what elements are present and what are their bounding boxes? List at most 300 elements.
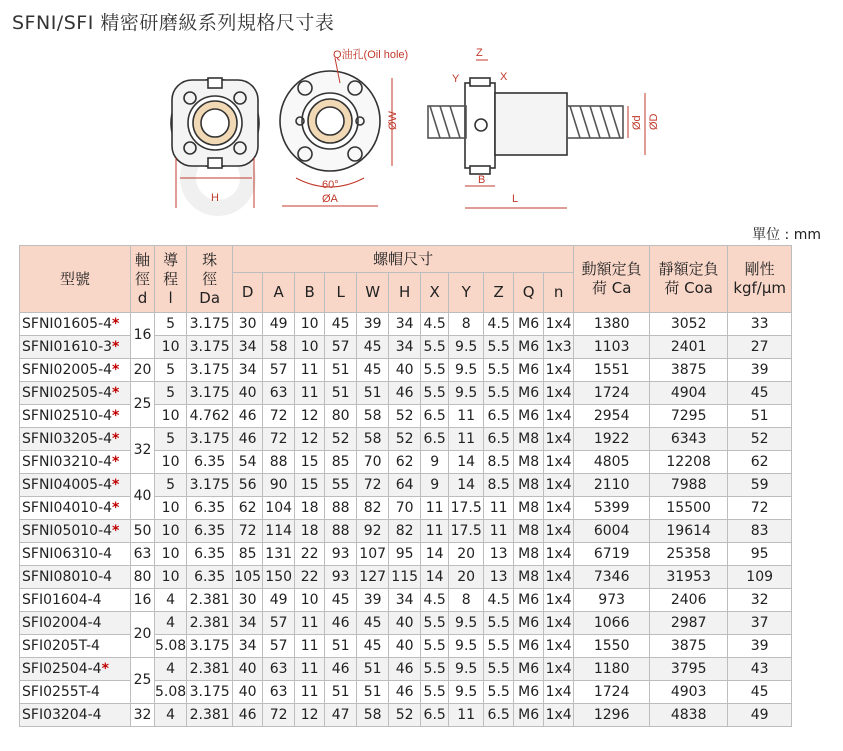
dim-cell: 46 [233, 405, 263, 428]
ball-diameter-cell: 6.35 [187, 451, 233, 474]
rigidity-cell: 45 [728, 382, 792, 405]
star-mark: * [112, 407, 120, 424]
rigidity-cell: 32 [728, 589, 792, 612]
dim-cell: 51 [357, 658, 389, 681]
dim-cell: 1x4 [544, 405, 574, 428]
dim-cell: 14 [449, 474, 484, 497]
lead-cell: 10 [155, 405, 187, 428]
model-cell: SFNI03210-4* [20, 451, 131, 474]
dim-cell: 9 [421, 474, 449, 497]
dim-cell: 52 [389, 704, 421, 727]
ball-diameter-cell: 4.762 [187, 405, 233, 428]
dim-cell: 5.5 [421, 382, 449, 405]
dim-cell: M8 [514, 474, 544, 497]
dim-cell: 54 [233, 451, 263, 474]
dim-cell: 51 [325, 635, 357, 658]
static-load-cell: 25358 [650, 543, 728, 566]
dim-cell: 5.5 [421, 635, 449, 658]
dim-cell: 11 [295, 382, 325, 405]
lead-cell: 5 [155, 359, 187, 382]
dim-cell: 39 [357, 313, 389, 336]
dim-cell: 92 [357, 520, 389, 543]
dim-cell: 6.5 [484, 405, 514, 428]
model-cell: SFNI06310-4 [20, 543, 131, 566]
header-dim-8: Z [484, 273, 514, 313]
dim-cell: 9.5 [449, 681, 484, 704]
ball-diameter-cell: 3.175 [187, 681, 233, 704]
dim-cell: 46 [325, 612, 357, 635]
dim-cell: 58 [263, 336, 295, 359]
dim-cell: 18 [295, 497, 325, 520]
dim-cell: 115 [389, 566, 421, 589]
dim-cell: 8.5 [484, 474, 514, 497]
table-row [20, 313, 792, 336]
label-H: H [211, 192, 219, 204]
dim-cell: M6 [514, 313, 544, 336]
dim-cell: 9 [421, 451, 449, 474]
model-cell: SFNI08010-4 [20, 566, 131, 589]
dynamic-load-cell: 6004 [574, 520, 650, 543]
ball-diameter-cell: 3.175 [187, 313, 233, 336]
dim-cell: M8 [514, 543, 544, 566]
dim-cell: 5.5 [421, 658, 449, 681]
dim-cell: 51 [325, 382, 357, 405]
static-load-cell: 31953 [650, 566, 728, 589]
header-dim-6: X [421, 273, 449, 313]
lead-cell: 5 [155, 474, 187, 497]
static-load-cell: 19614 [650, 520, 728, 543]
dim-cell: 11 [484, 520, 514, 543]
dim-cell: 34 [389, 589, 421, 612]
header-dim-9: Q [514, 273, 544, 313]
dim-cell: 22 [295, 543, 325, 566]
lead-cell: 4 [155, 612, 187, 635]
ball-diameter-cell: 6.35 [187, 497, 233, 520]
star-mark: * [112, 453, 120, 470]
model-cell: SFI0255T-4 [20, 681, 131, 704]
dim-cell: 40 [389, 359, 421, 382]
header-dim-4: W [357, 273, 389, 313]
dim-cell: 70 [389, 497, 421, 520]
dim-cell: 62 [389, 451, 421, 474]
dynamic-load-cell: 7346 [574, 566, 650, 589]
dim-cell: 82 [357, 497, 389, 520]
dim-cell: 40 [233, 658, 263, 681]
dim-cell: 1x4 [544, 520, 574, 543]
dim-cell: 11 [295, 635, 325, 658]
dim-cell: 5.5 [421, 336, 449, 359]
shaft-diameter-cell: 63 [131, 543, 155, 566]
header-dim-2: B [295, 273, 325, 313]
dim-cell: 93 [325, 566, 357, 589]
lead-cell: 10 [155, 497, 187, 520]
table-row [20, 520, 792, 543]
static-load-cell: 4904 [650, 382, 728, 405]
flange-side-view [171, 78, 259, 168]
dim-cell: 5.5 [484, 612, 514, 635]
dim-cell: 11 [449, 704, 484, 727]
dim-cell: 9.5 [449, 336, 484, 359]
dim-cell: 15 [295, 451, 325, 474]
model-cell: SFNI04005-4* [20, 474, 131, 497]
ballscrew-nut-diagram [0, 38, 843, 218]
dim-cell: 34 [389, 336, 421, 359]
dim-cell: 131 [263, 543, 295, 566]
table-row [20, 566, 792, 589]
static-load-cell: 3795 [650, 658, 728, 681]
dim-cell: 17.5 [449, 520, 484, 543]
dim-cell: 55 [325, 474, 357, 497]
static-load-cell: 2406 [650, 589, 728, 612]
dim-cell: 45 [357, 612, 389, 635]
dynamic-load-cell: 1550 [574, 635, 650, 658]
dim-cell: 14 [449, 451, 484, 474]
dim-cell: 80 [325, 405, 357, 428]
dim-cell: 62 [233, 497, 263, 520]
table-row [20, 382, 792, 405]
shaft-diameter-cell: 25 [131, 382, 155, 428]
dim-cell: 9.5 [449, 359, 484, 382]
dim-cell: M6 [514, 635, 544, 658]
dim-cell: 1x4 [544, 313, 574, 336]
header-rigidity: 剛性 kgf/μm [728, 246, 792, 313]
dim-cell: 107 [357, 543, 389, 566]
table-row [20, 658, 792, 681]
dim-cell: 18 [295, 520, 325, 543]
header-model: 型號 [20, 246, 131, 313]
dim-cell: 1x4 [544, 566, 574, 589]
ball-diameter-cell: 3.175 [187, 428, 233, 451]
model-cell: SFNI02505-4* [20, 382, 131, 405]
dim-cell: 70 [357, 451, 389, 474]
dim-cell: 90 [263, 474, 295, 497]
static-load-cell: 2987 [650, 612, 728, 635]
dim-cell: 57 [263, 635, 295, 658]
ball-diameter-cell: 3.175 [187, 474, 233, 497]
dim-cell: 46 [233, 428, 263, 451]
dim-cell: 11 [295, 658, 325, 681]
dim-cell: 57 [263, 359, 295, 382]
dim-cell: M8 [514, 520, 544, 543]
dim-cell: 95 [389, 543, 421, 566]
dim-cell: M6 [514, 681, 544, 704]
dim-cell: 1x4 [544, 382, 574, 405]
static-load-cell: 4838 [650, 704, 728, 727]
dim-cell: 8 [449, 589, 484, 612]
lead-cell: 5 [155, 313, 187, 336]
ball-diameter-cell: 3.175 [187, 336, 233, 359]
dim-cell: 9.5 [449, 382, 484, 405]
dim-cell: 45 [325, 313, 357, 336]
screw-thread-left [428, 106, 466, 138]
lead-cell: 10 [155, 543, 187, 566]
model-cell: SFNI02005-4* [20, 359, 131, 382]
dim-cell: 45 [325, 589, 357, 612]
dim-cell: 85 [325, 451, 357, 474]
label-d: Ød [631, 115, 643, 130]
dim-cell: 114 [263, 520, 295, 543]
ball-diameter-cell: 3.175 [187, 382, 233, 405]
dim-cell: 150 [263, 566, 295, 589]
dim-cell: 10 [295, 589, 325, 612]
dim-cell: 51 [357, 681, 389, 704]
header-dim-7: Y [449, 273, 484, 313]
dim-cell: 105 [233, 566, 263, 589]
dim-cell: 1x4 [544, 451, 574, 474]
dim-cell: 88 [325, 520, 357, 543]
dim-cell: M6 [514, 589, 544, 612]
dim-cell: 1x4 [544, 543, 574, 566]
dim-cell: 5.5 [421, 359, 449, 382]
dim-cell: M6 [514, 658, 544, 681]
label-B: B [478, 174, 486, 186]
dynamic-load-cell: 5399 [574, 497, 650, 520]
table-row [20, 612, 792, 635]
dynamic-load-cell: 1551 [574, 359, 650, 382]
dynamic-load-cell: 4805 [574, 451, 650, 474]
lead-cell: 5 [155, 428, 187, 451]
star-mark: * [112, 430, 120, 447]
lead-cell: 4 [155, 658, 187, 681]
unit-label: 單位 : mm [752, 227, 821, 243]
lead-cell: 10 [155, 520, 187, 543]
shaft-diameter-cell: 32 [131, 428, 155, 474]
dim-cell: 47 [325, 704, 357, 727]
model-cell: SFI02004-4 [20, 612, 131, 635]
dim-cell: 11 [449, 428, 484, 451]
rigidity-cell: 27 [728, 336, 792, 359]
dim-cell: 14 [421, 566, 449, 589]
dim-cell: 5.5 [484, 681, 514, 704]
header-coa: 靜額定負 荷 Coa [650, 246, 728, 313]
dim-cell: 1x4 [544, 658, 574, 681]
dim-cell: 30 [233, 313, 263, 336]
dim-cell: 63 [263, 382, 295, 405]
static-load-cell: 3875 [650, 635, 728, 658]
dim-cell: M8 [514, 566, 544, 589]
label-Y: Y [452, 73, 460, 85]
dim-cell: 6.5 [484, 428, 514, 451]
dim-cell: 46 [389, 382, 421, 405]
dim-cell: 6.5 [421, 428, 449, 451]
dim-cell: 11 [449, 405, 484, 428]
dim-cell: 9.5 [449, 658, 484, 681]
table-row [20, 543, 792, 566]
dynamic-load-cell: 2954 [574, 405, 650, 428]
static-load-cell: 15500 [650, 497, 728, 520]
dim-cell: 45 [357, 635, 389, 658]
dim-cell: 11 [295, 359, 325, 382]
dim-cell: M8 [514, 451, 544, 474]
dim-cell: 4.5 [484, 589, 514, 612]
star-mark: * [112, 522, 120, 539]
dim-cell: 57 [263, 612, 295, 635]
label-D: ØD [648, 113, 660, 130]
shaft-diameter-cell: 20 [131, 612, 155, 658]
shaft-diameter-cell: 25 [131, 658, 155, 704]
dim-cell: 1x4 [544, 359, 574, 382]
rigidity-cell: 45 [728, 681, 792, 704]
model-cell: SFNI01605-4* [20, 313, 131, 336]
dim-cell: 1x4 [544, 589, 574, 612]
dim-cell: 46 [325, 658, 357, 681]
rigidity-cell: 72 [728, 497, 792, 520]
shaft-diameter-cell: 40 [131, 474, 155, 520]
header-dim-10: n [544, 273, 574, 313]
model-cell: SFNI02510-4* [20, 405, 131, 428]
dim-cell: M8 [514, 497, 544, 520]
dim-cell: 9.5 [449, 635, 484, 658]
dim-cell: 8.5 [484, 451, 514, 474]
header-shaft: 軸 徑 d [131, 246, 155, 313]
static-load-cell: 7295 [650, 405, 728, 428]
dynamic-load-cell: 973 [574, 589, 650, 612]
static-load-cell: 7988 [650, 474, 728, 497]
dim-cell: 11 [484, 497, 514, 520]
header-dim-1: A [263, 273, 295, 313]
model-cell: SFI03204-4 [20, 704, 131, 727]
dim-cell: 40 [233, 681, 263, 704]
dim-cell: 12 [295, 704, 325, 727]
header-ball: 珠 徑 Da [187, 246, 233, 313]
dynamic-load-cell: 1103 [574, 336, 650, 359]
dim-cell: 5.5 [484, 658, 514, 681]
dynamic-load-cell: 1922 [574, 428, 650, 451]
static-load-cell: 3875 [650, 359, 728, 382]
ball-diameter-cell: 3.175 [187, 635, 233, 658]
static-load-cell: 3052 [650, 313, 728, 336]
rigidity-cell: 95 [728, 543, 792, 566]
static-load-cell: 2401 [650, 336, 728, 359]
dim-cell: 46 [389, 658, 421, 681]
dim-cell: 34 [233, 635, 263, 658]
dim-cell: 46 [233, 704, 263, 727]
dim-cell: 11 [421, 497, 449, 520]
lead-cell: 5 [155, 382, 187, 405]
dim-cell: 6.5 [421, 704, 449, 727]
dim-cell: 46 [389, 681, 421, 704]
dynamic-load-cell: 1724 [574, 382, 650, 405]
star-mark: * [112, 361, 120, 378]
dim-cell: 40 [233, 382, 263, 405]
dim-cell: 58 [357, 428, 389, 451]
dim-cell: 58 [357, 405, 389, 428]
static-load-cell: 12208 [650, 451, 728, 474]
dim-cell: 1x4 [544, 681, 574, 704]
dim-cell: 51 [325, 681, 357, 704]
header-nut-dims: 螺帽尺寸 [233, 246, 574, 273]
spec-table [19, 245, 792, 727]
dim-cell: 82 [389, 520, 421, 543]
dim-cell: 4.5 [421, 589, 449, 612]
table-row [20, 474, 792, 497]
dim-cell: 40 [389, 635, 421, 658]
dim-cell: 104 [263, 497, 295, 520]
header-ca: 動額定負 荷 Ca [574, 246, 650, 313]
lead-cell: 4 [155, 704, 187, 727]
dim-cell: 15 [295, 474, 325, 497]
table-row [20, 704, 792, 727]
dim-cell: 22 [295, 566, 325, 589]
dim-cell: 1x4 [544, 428, 574, 451]
static-load-cell: 6343 [650, 428, 728, 451]
dim-cell: 52 [389, 428, 421, 451]
ball-diameter-cell: 2.381 [187, 612, 233, 635]
dim-cell: 5.5 [421, 681, 449, 704]
dim-cell: 5.5 [484, 635, 514, 658]
dim-cell: 6.5 [484, 704, 514, 727]
label-Z: Z [476, 47, 483, 59]
lead-cell: 4 [155, 589, 187, 612]
nut-side-view [428, 78, 623, 174]
dim-cell: 4.5 [484, 313, 514, 336]
dim-cell: 39 [357, 589, 389, 612]
dim-cell: 72 [233, 520, 263, 543]
dim-cell: 127 [357, 566, 389, 589]
lead-cell: 5.08 [155, 635, 187, 658]
shaft-diameter-cell: 50 [131, 520, 155, 543]
rigidity-cell: 109 [728, 566, 792, 589]
lead-cell: 5.08 [155, 681, 187, 704]
ball-diameter-cell: 3.175 [187, 359, 233, 382]
dim-cell: 20 [449, 566, 484, 589]
star-mark: * [101, 660, 109, 677]
star-mark: * [112, 338, 120, 355]
dim-cell: 13 [484, 566, 514, 589]
dim-cell: 51 [325, 359, 357, 382]
header-lead: 導 程 l [155, 246, 187, 313]
rigidity-cell: 39 [728, 359, 792, 382]
dim-cell: 72 [263, 405, 295, 428]
ball-diameter-cell: 2.381 [187, 704, 233, 727]
ball-diameter-cell: 6.35 [187, 520, 233, 543]
dim-cell: M6 [514, 382, 544, 405]
dim-cell: 49 [263, 313, 295, 336]
dim-cell: M6 [514, 704, 544, 727]
dim-cell: 5.5 [484, 382, 514, 405]
shaft-diameter-cell: 20 [131, 359, 155, 382]
dim-cell: 8 [449, 313, 484, 336]
dim-cell: 34 [389, 313, 421, 336]
label-A: ØA [322, 193, 338, 205]
star-mark: * [112, 499, 120, 516]
star-mark: * [112, 476, 120, 493]
star-mark: * [112, 315, 120, 332]
dynamic-load-cell: 1380 [574, 313, 650, 336]
dim-cell: 11 [421, 520, 449, 543]
static-load-cell: 4903 [650, 681, 728, 704]
rigidity-cell: 83 [728, 520, 792, 543]
dim-cell: M6 [514, 612, 544, 635]
dynamic-load-cell: 1066 [574, 612, 650, 635]
dim-cell: 1x3 [544, 336, 574, 359]
dim-cell: 51 [357, 382, 389, 405]
rigidity-cell: 39 [728, 635, 792, 658]
oil-hole-label: Q油孔(Oil hole) [333, 49, 409, 61]
rigidity-cell: 62 [728, 451, 792, 474]
lead-cell: 10 [155, 566, 187, 589]
dim-cell: 13 [484, 543, 514, 566]
dim-cell: M6 [514, 336, 544, 359]
dynamic-load-cell: 1180 [574, 658, 650, 681]
model-cell: SFNI01610-3* [20, 336, 131, 359]
shaft-diameter-cell: 16 [131, 313, 155, 359]
dim-cell: 11 [295, 612, 325, 635]
dim-cell: 57 [325, 336, 357, 359]
dim-cell: 6.5 [421, 405, 449, 428]
header-dim-3: L [325, 273, 357, 313]
dim-cell: 20 [449, 543, 484, 566]
